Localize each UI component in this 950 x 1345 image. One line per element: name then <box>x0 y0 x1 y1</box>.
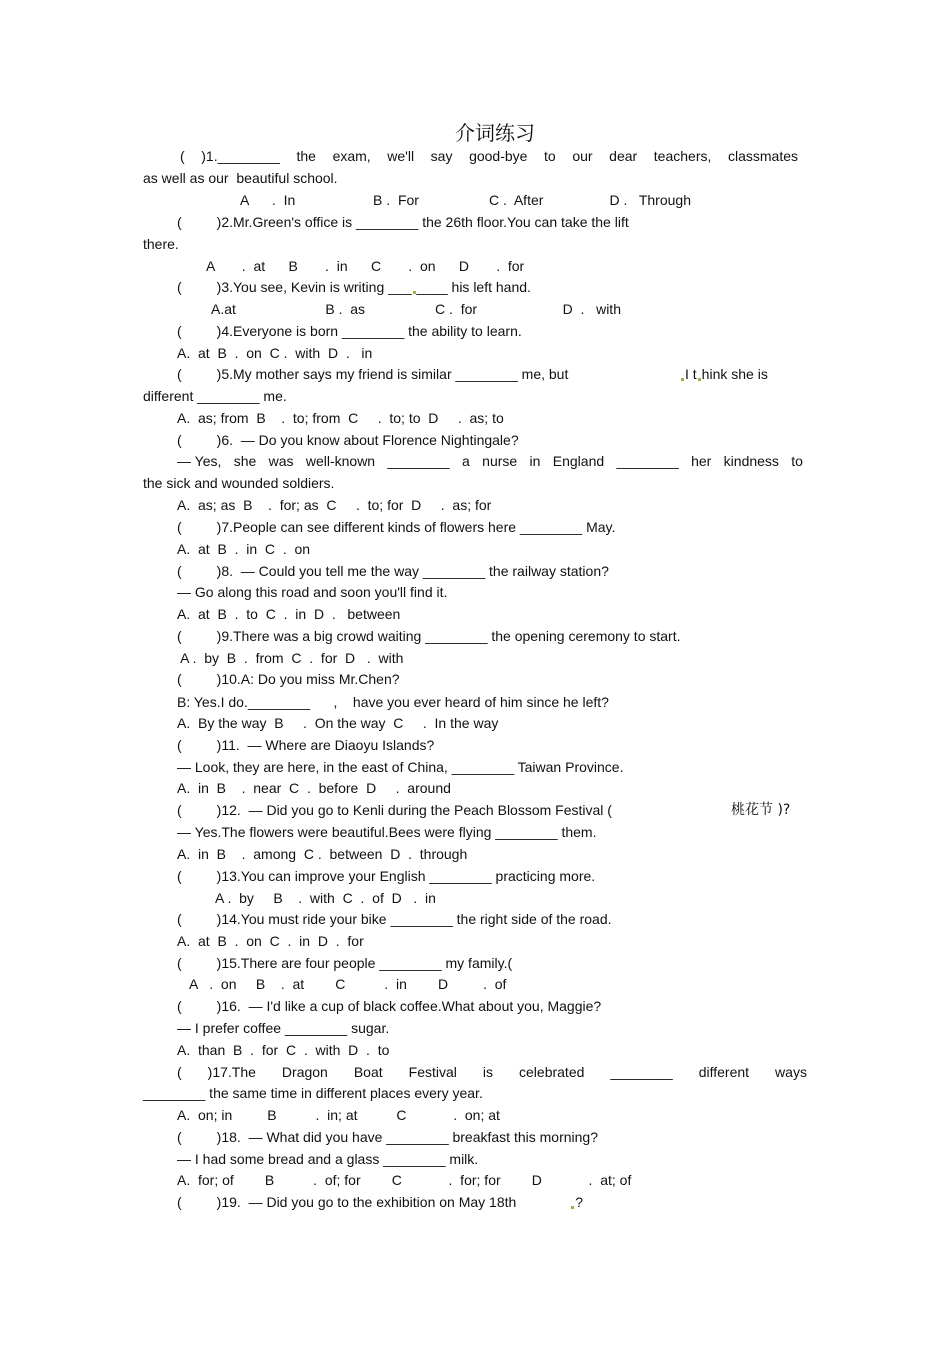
question-16-stem: ( )16. — I'd like a cup of black coffee.What about you, Maggie? <box>177 998 602 1014</box>
question-13-options: A . by B . with C . of D . in <box>215 890 436 906</box>
question-6-stem: ( )6. — Do you know about Florence Nightingale? <box>177 432 519 448</box>
word: teachers, <box>653 148 712 164</box>
word: exam, <box>332 148 371 164</box>
question-17-continuation: ________ the same time in different places every year. <box>143 1085 483 1101</box>
word: ________ <box>616 453 679 469</box>
word: to <box>791 453 803 469</box>
word: )1.________ <box>201 148 280 164</box>
word: a <box>462 453 470 469</box>
question-2-options: A . at B . in C . on D . for <box>206 258 525 274</box>
word: say <box>430 148 453 164</box>
word: ( <box>180 148 185 164</box>
stem-part: ____ his left hand. <box>416 279 531 295</box>
word: her <box>691 453 712 469</box>
question-13-stem: ( )13.You can improve your English ________ practicing more. <box>177 868 596 884</box>
question-12-stem: ( )12. — Did you go to Kenli during the Peach Blossom Festival ( <box>177 802 612 818</box>
question-5-stem-right <box>680 365 768 383</box>
question-19-stem <box>177 1193 583 1211</box>
question-5-stem: ( )5.My mother says my friend is similar ________ me, but <box>177 366 569 382</box>
ink-dot-icon <box>681 378 684 381</box>
word: ( <box>177 1064 182 1080</box>
word: our <box>572 148 593 164</box>
word: England <box>552 453 605 469</box>
question-16-options: A. than B . for C . with D . to <box>177 1042 390 1058</box>
question-11-options: A. in B . near C . before D . around <box>177 780 451 796</box>
question-6-options: A. as; as B . for; as C . to; for D . as; for <box>177 497 492 513</box>
word: good-bye <box>469 148 528 164</box>
question-9-options: A . by B . from C . for D . with <box>177 650 404 666</box>
stem-part: hink she is <box>701 366 768 382</box>
question-1-line <box>180 147 798 165</box>
word: we'll <box>387 148 415 164</box>
question-3-options: A.at B . as C . for D . with <box>211 301 621 317</box>
question-17-options: A. on; in B . in; at C . on; at <box>177 1107 500 1123</box>
word: dear <box>609 148 638 164</box>
question-1-continuation: as well as our beautiful school. <box>143 170 338 186</box>
question-15-options: A . on B . at C . in D . of <box>189 976 507 992</box>
ink-dot-icon <box>698 378 701 381</box>
question-5-options: A. as; from B . to; from C . to; to D . as; to <box>177 410 504 426</box>
question-18-stem: ( )18. — What did you have ________ breakfast this morning? <box>177 1129 599 1145</box>
question-16-answer: — I prefer coffee ________ sugar. <box>177 1020 390 1036</box>
question-5-continuation: different ________ me. <box>143 388 287 404</box>
question-10-options: A. By the way B . On the way C . In the way <box>177 715 499 731</box>
page-title: 介词练习 <box>455 121 535 145</box>
ink-dot-icon <box>571 1206 574 1209</box>
word: )17.The <box>207 1064 256 1080</box>
question-3-stem <box>177 278 531 296</box>
question-18-answer: — I had some bread and a glass ________ milk. <box>177 1151 479 1167</box>
question-2-stem: ( )2.Mr.Green's office is ________ the 26th floor.You can take the lift <box>177 214 629 230</box>
question-8-stem: ( )8. — Could you tell me the way ________ the railway station? <box>177 563 609 579</box>
word: in <box>529 453 541 469</box>
word: Dragon <box>281 1064 328 1080</box>
word: the <box>296 148 316 164</box>
question-12-note: 桃花节 )? <box>731 802 791 818</box>
word: — Yes, <box>177 453 222 469</box>
question-6-answer-line <box>177 452 803 470</box>
question-2-continuation: there. <box>143 236 179 252</box>
question-8-answer: — Go along this road and soon you'll find it. <box>177 584 448 600</box>
question-1-options: A . In B . For C . After D . Through <box>240 192 691 208</box>
word: Boat <box>353 1064 383 1080</box>
question-14-stem: ( )14.You must ride your bike ________ the right side of the road. <box>177 911 612 927</box>
ink-dot-icon <box>413 291 416 294</box>
stem-part: ( )3.You see, Kevin is writing ___ <box>177 279 412 295</box>
word: ________ <box>387 453 450 469</box>
question-7-stem: ( )7.People can see different kinds of flowers here ________ May. <box>177 519 616 535</box>
question-4-options: A. at B . on C . with D . in <box>177 345 373 361</box>
word: different <box>698 1064 750 1080</box>
word: kindness <box>723 453 779 469</box>
word: celebrated <box>519 1064 585 1080</box>
question-7-options: A. at B . in C . on <box>177 541 311 557</box>
question-17-line <box>177 1063 807 1081</box>
word: nurse <box>482 453 518 469</box>
word: Festival <box>408 1064 457 1080</box>
word: is <box>482 1064 494 1080</box>
word: well-known <box>305 453 376 469</box>
question-10-stem: ( )10.A: Do you miss Mr.Chen? <box>177 671 400 687</box>
question-11-answer: — Look, they are here, in the east of China, ________ Taiwan Province. <box>177 759 624 775</box>
question-9-stem: ( )9.There was a big crowd waiting ________ the opening ceremony to start. <box>177 628 681 644</box>
question-12-answer: — Yes.The flowers were beautiful.Bees were flying ________ them. <box>177 824 597 840</box>
word: ________ <box>610 1064 673 1080</box>
question-4-stem: ( )4.Everyone is born ________ the ability to learn. <box>177 323 522 339</box>
stem-part: ( )19. — Did you go to the exhibition on May 18th <box>177 1194 517 1210</box>
stem-part: I t <box>685 366 697 382</box>
word: she <box>233 453 257 469</box>
stem-part: ? <box>575 1194 584 1210</box>
question-10-answer: B: Yes.I do.________ , have you ever heard of him since he left? <box>177 694 609 710</box>
question-6-continuation: the sick and wounded soldiers. <box>143 475 335 491</box>
question-14-options: A. at B . on C . in D . for <box>177 933 364 949</box>
question-8-options: A. at B . to C . in D . between <box>177 606 401 622</box>
word: was <box>268 453 294 469</box>
question-18-options: A. for; of B . of; for C . for; for D . at; of <box>177 1172 632 1188</box>
word: to <box>544 148 556 164</box>
word: ways <box>775 1064 807 1080</box>
word: classmates <box>727 148 798 164</box>
question-12-options: A. in B . among C . between D . through <box>177 846 468 862</box>
question-15-stem: ( )15.There are four people ________ my family.( <box>177 955 513 971</box>
question-11-stem: ( )11. — Where are Diaoyu Islands? <box>177 737 435 753</box>
